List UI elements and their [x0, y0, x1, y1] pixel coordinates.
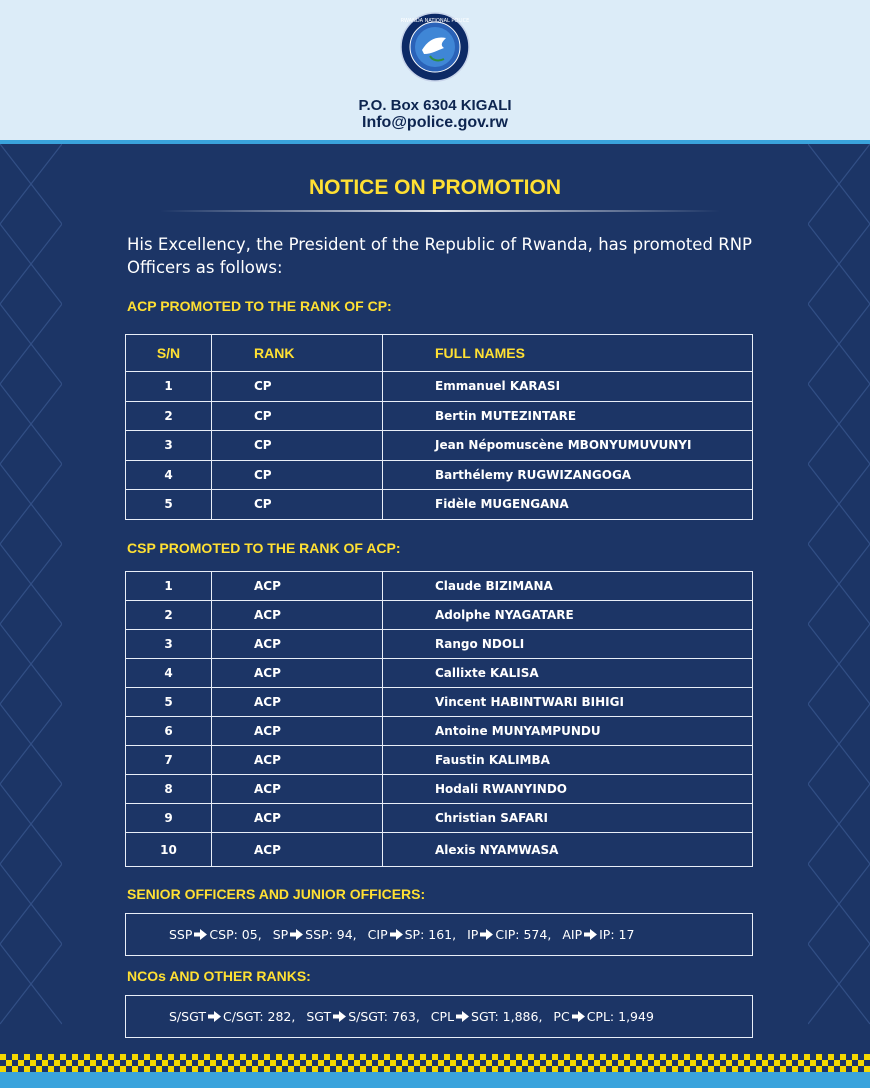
column-header-full-names: FULL NAMES	[383, 335, 753, 372]
cell-name: Fidèle MUGENGANA	[383, 490, 753, 520]
cell-sn: 2	[126, 401, 212, 431]
table-row	[126, 659, 753, 688]
promotion-item: SSP CSP: 05,	[169, 927, 262, 942]
section-heading-ncos: NCOs AND OTHER RANKS:	[127, 968, 311, 984]
cell-rank: CP	[212, 372, 383, 402]
table-row	[126, 746, 753, 775]
cell-rank: ACP	[212, 601, 383, 630]
promotion-item: S/SGT C/SGT: 282,	[169, 1009, 296, 1024]
cell-rank: ACP	[212, 630, 383, 659]
cell-rank: ACP	[212, 572, 383, 601]
cell-sn: 6	[126, 717, 212, 746]
cell-sn: 3	[126, 431, 212, 461]
promotion-item: CIP SP: 161,	[367, 927, 457, 942]
table-row	[126, 401, 753, 431]
cell-rank: ACP	[212, 746, 383, 775]
cell-name: Christian SAFARI	[383, 804, 753, 833]
cell-name: Rango NDOLI	[383, 630, 753, 659]
cell-sn: 5	[126, 490, 212, 520]
cell-name: Vincent HABINTWARI BIHIGI	[383, 688, 753, 717]
po-box-address: P.O. Box 6304 KIGALI	[358, 97, 512, 114]
cell-sn: 2	[126, 601, 212, 630]
cell-rank: CP	[212, 401, 383, 431]
cell-rank: ACP	[212, 659, 383, 688]
table-row	[126, 833, 753, 867]
table-header-row	[126, 335, 753, 372]
table-row	[126, 688, 753, 717]
table-row	[126, 572, 753, 601]
cell-name: Alexis NYAMWASA	[383, 833, 753, 867]
table-row	[126, 630, 753, 659]
checkered-footer-band-inner	[0, 1060, 870, 1066]
cell-name: Emmanuel KARASI	[383, 372, 753, 402]
rnp-logo-icon	[400, 12, 470, 82]
arrow-right-icon	[390, 929, 403, 940]
title-divider	[160, 210, 720, 212]
promotion-item: CPL SGT: 1,886,	[430, 1009, 543, 1024]
cell-name: Barthélemy RUGWIZANGOGA	[383, 460, 753, 490]
acp-promotion-table	[125, 571, 753, 867]
notice-body	[0, 144, 870, 1054]
promotion-item: IP CIP: 574,	[467, 927, 552, 942]
arrow-right-icon	[208, 1011, 221, 1022]
arrow-right-icon	[456, 1011, 469, 1022]
cell-rank: ACP	[212, 804, 383, 833]
cell-name: Hodali RWANYINDO	[383, 775, 753, 804]
cell-rank: ACP	[212, 688, 383, 717]
cell-name: Claude BIZIMANA	[383, 572, 753, 601]
left-pattern-decoration	[0, 144, 62, 1054]
table-row	[126, 775, 753, 804]
table-row	[126, 431, 753, 461]
table-row	[126, 490, 753, 520]
section-heading-acp: CSP PROMOTED TO THE RANK OF ACP:	[127, 540, 401, 556]
arrow-right-icon	[194, 929, 207, 940]
table-row	[126, 460, 753, 490]
cell-name: Adolphe NYAGATARE	[383, 601, 753, 630]
cell-sn: 8	[126, 775, 212, 804]
cell-name: Faustin KALIMBA	[383, 746, 753, 775]
column-header-rank: RANK	[212, 335, 383, 372]
arrow-right-icon	[290, 929, 303, 940]
contact-email[interactable]: Info@police.gov.rw	[362, 114, 508, 131]
right-pattern-decoration	[808, 144, 870, 1054]
senior-junior-summary-box	[125, 913, 753, 956]
arrow-right-icon	[333, 1011, 346, 1022]
promotion-item: SGT S/SGT: 763,	[306, 1009, 420, 1024]
cell-sn: 4	[126, 460, 212, 490]
cell-rank: ACP	[212, 775, 383, 804]
svg-text:RWANDA NATIONAL POLICE: RWANDA NATIONAL POLICE	[400, 18, 470, 24]
letterhead	[0, 0, 870, 142]
footer-bottom-bar	[0, 1072, 870, 1088]
table-row	[126, 601, 753, 630]
table-row	[126, 804, 753, 833]
cell-name: Callixte KALISA	[383, 659, 753, 688]
cell-rank: CP	[212, 490, 383, 520]
cell-sn: 1	[126, 372, 212, 402]
column-header-sn: S/N	[126, 335, 212, 372]
cell-sn: 1	[126, 572, 212, 601]
cell-sn: 10	[126, 833, 212, 867]
cell-rank: CP	[212, 460, 383, 490]
cell-rank: ACP	[212, 717, 383, 746]
table-row	[126, 372, 753, 402]
arrow-right-icon	[584, 929, 597, 940]
cell-sn: 9	[126, 804, 212, 833]
arrow-right-icon	[572, 1011, 585, 1022]
page-title: NOTICE ON PROMOTION	[309, 176, 561, 199]
section-heading-senior-junior: SENIOR OFFICERS AND JUNIOR OFFICERS:	[127, 886, 426, 902]
cell-sn: 4	[126, 659, 212, 688]
cell-sn: 3	[126, 630, 212, 659]
table-row	[126, 717, 753, 746]
arrow-right-icon	[480, 929, 493, 940]
ncos-summary-box	[125, 995, 753, 1038]
cell-rank: ACP	[212, 833, 383, 867]
cell-name: Antoine MUNYAMPUNDU	[383, 717, 753, 746]
cell-name: Bertin MUTEZINTARE	[383, 401, 753, 431]
cell-name: Jean Népomuscène MBONYUMUVUNYI	[383, 431, 753, 461]
promotion-item: AIP IP: 17	[562, 927, 635, 942]
promotion-item: PC CPL: 1,949	[553, 1009, 654, 1024]
cell-sn: 7	[126, 746, 212, 775]
cp-promotion-table	[125, 334, 753, 520]
cell-sn: 5	[126, 688, 212, 717]
cell-rank: CP	[212, 431, 383, 461]
intro-paragraph: His Excellency, the President of the Republic of Rwanda, has promoted RNP Officers as follows:	[127, 235, 752, 277]
section-heading-cp: ACP PROMOTED TO THE RANK OF CP:	[127, 298, 392, 314]
promotion-item: SP SSP: 94,	[272, 927, 357, 942]
